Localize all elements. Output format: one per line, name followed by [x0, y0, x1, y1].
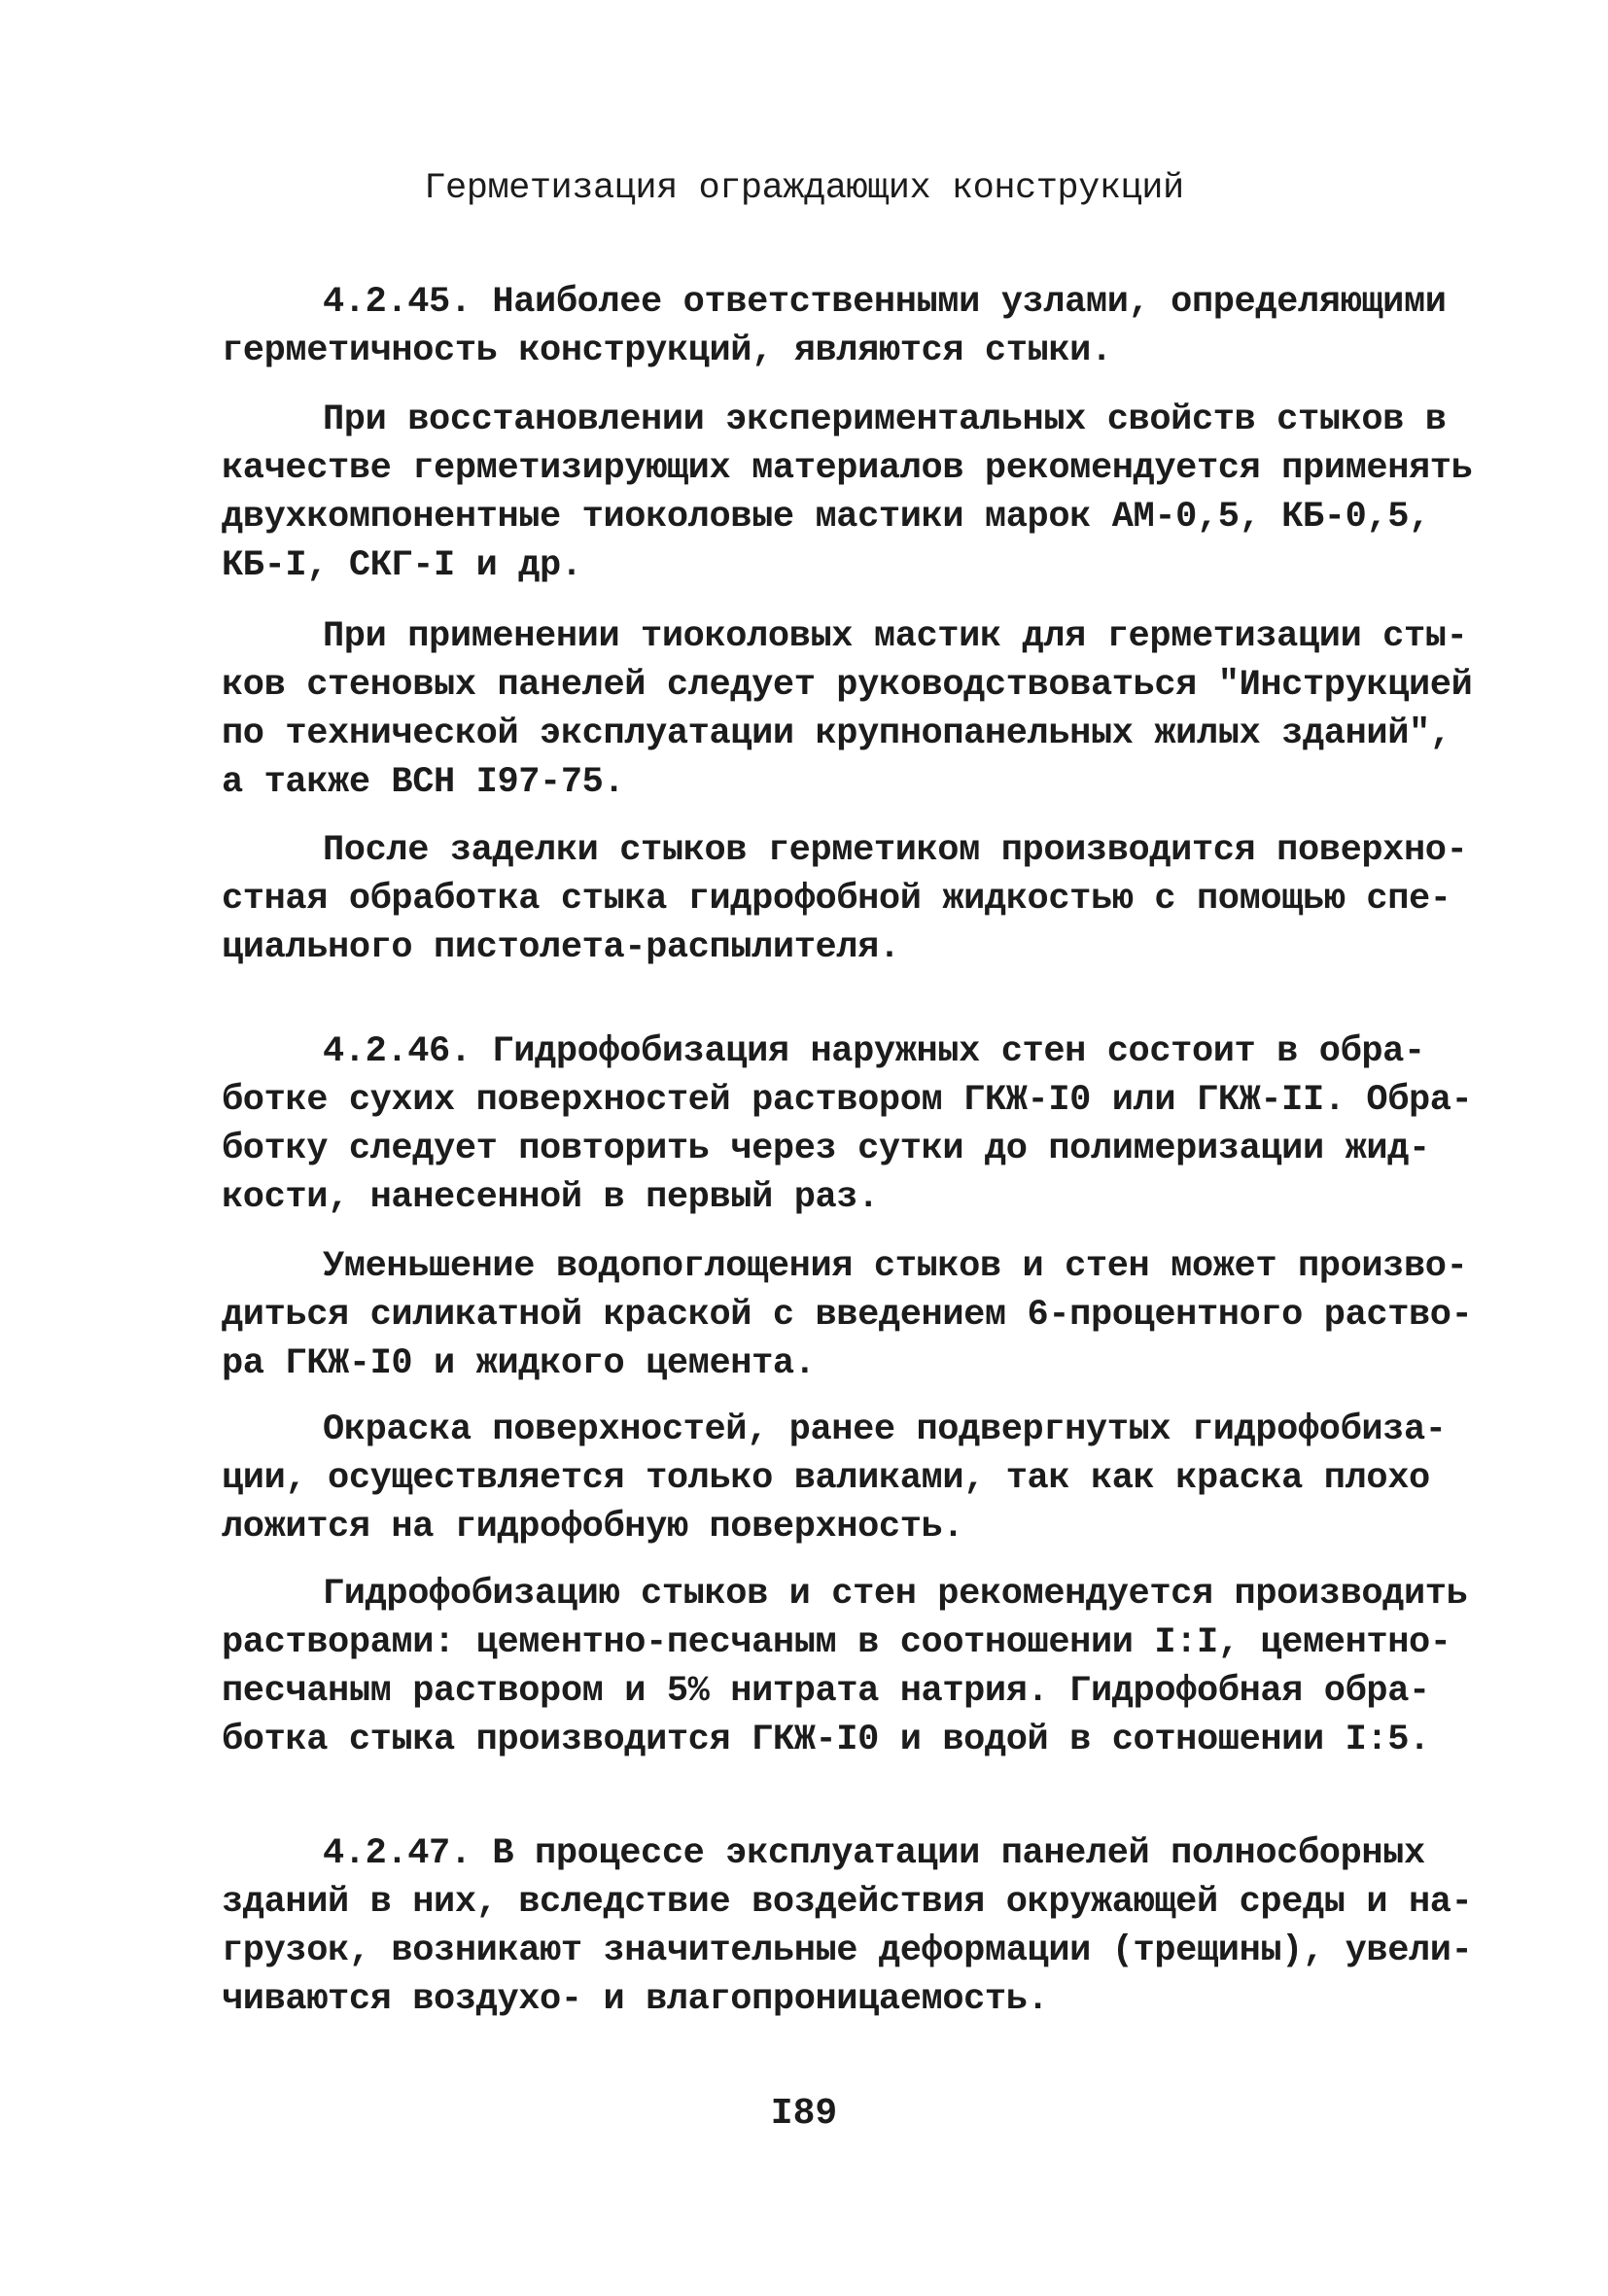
text-line: ра ГКЖ-I0 и жидкого цемента.: [222, 1343, 816, 1384]
text-line: зданий в них, вследствие воздействия окружающей среды и на-: [222, 1882, 1473, 1923]
text-line: При восстановлении экспериментальных свойств стыков в: [323, 400, 1447, 440]
text-line: двухкомпонентные тиоколовые мастики марок АМ-0,5, КБ-0,5,: [222, 497, 1430, 538]
paragraph-water-absorption: [222, 1242, 1473, 1388]
text-line: качестве герметизирующих материалов рекомендуется применять: [222, 448, 1473, 489]
paragraph-painting: [222, 1406, 1447, 1551]
text-line: При применении тиоколовых мастик для герметизации сты-: [323, 616, 1468, 657]
text-line: КБ-I, СКГ-I и др.: [222, 545, 582, 586]
text-line: грузок, возникают значительные деформации (трещины), увели-: [222, 1931, 1473, 1971]
text-line: ботку следует повторить через сутки до полимеризации жид-: [222, 1129, 1430, 1169]
text-line: ции, осуществляется только валиками, так как краска плохо: [222, 1458, 1430, 1499]
paragraph-thiokol-mastics: [222, 612, 1473, 807]
text-line: Окраска поверхностей, ранее подвергнутых гидрофобиза-: [323, 1409, 1447, 1450]
text-line: по технической эксплуатации крупнопанельных жилых зданий",: [222, 713, 1451, 754]
text-line: герметичность конструкций, являются стыки.: [222, 330, 1112, 371]
text-line: ботка стыка производится ГКЖ-I0 и водой в сотношении I:5.: [222, 1720, 1430, 1760]
text-line: а также ВСН I97-75.: [222, 762, 625, 803]
section-title: Герметизация ограждающих конструкций: [424, 168, 1184, 209]
text-line: 4.2.45. Наиболее ответственными узлами, определяющими: [323, 282, 1447, 323]
text-line: ков стеновых панелей следует руководствоваться "Инструкцией: [222, 665, 1473, 706]
text-line: ботке сухих поверхностей раствором ГКЖ-I0 или ГКЖ-II. Обра-: [222, 1080, 1473, 1121]
paragraph-hydrophobization: [222, 1570, 1468, 1764]
text-line: чиваются воздухо- и влагопроницаемость.: [222, 1979, 1049, 2020]
text-line: диться силикатной краской с введением 6-процентного раство-: [222, 1295, 1473, 1336]
page-number: I89: [770, 2093, 838, 2135]
text-line: ложится на гидрофобную поверхность.: [222, 1507, 964, 1548]
text-line: кости, нанесенной в первый раз.: [222, 1177, 879, 1218]
paragraph-materials: [222, 396, 1473, 590]
text-line: Гидрофобизацию стыков и стен рекомендуется производить: [323, 1574, 1468, 1615]
text-line: После заделки стыков герметиком производится поверхно-: [323, 830, 1468, 871]
text-line: растворами: цементно-песчаным в соотношении I:I, цементно-: [222, 1622, 1451, 1663]
text-line: Уменьшение водопоглощения стыков и стен может произво-: [323, 1246, 1468, 1287]
paragraph-surface-treatment: [222, 826, 1468, 972]
text-line: песчаным раствором и 5% нитрата натрия. Гидрофобная обра-: [222, 1671, 1430, 1712]
text-line: циального пистолета-распылителя.: [222, 927, 900, 968]
paragraph-4-2-47: [222, 1829, 1473, 2024]
paragraph-4-2-46: [222, 1027, 1473, 1222]
paragraph-4-2-45: [222, 278, 1447, 375]
text-line: стная обработка стыка гидрофобной жидкостью с помощью спе-: [222, 879, 1451, 920]
text-line: 4.2.46. Гидрофобизация наружных стен состоит в обра-: [323, 1031, 1425, 1072]
text-line: 4.2.47. В процессе эксплуатации панелей полносборных: [323, 1833, 1425, 1874]
